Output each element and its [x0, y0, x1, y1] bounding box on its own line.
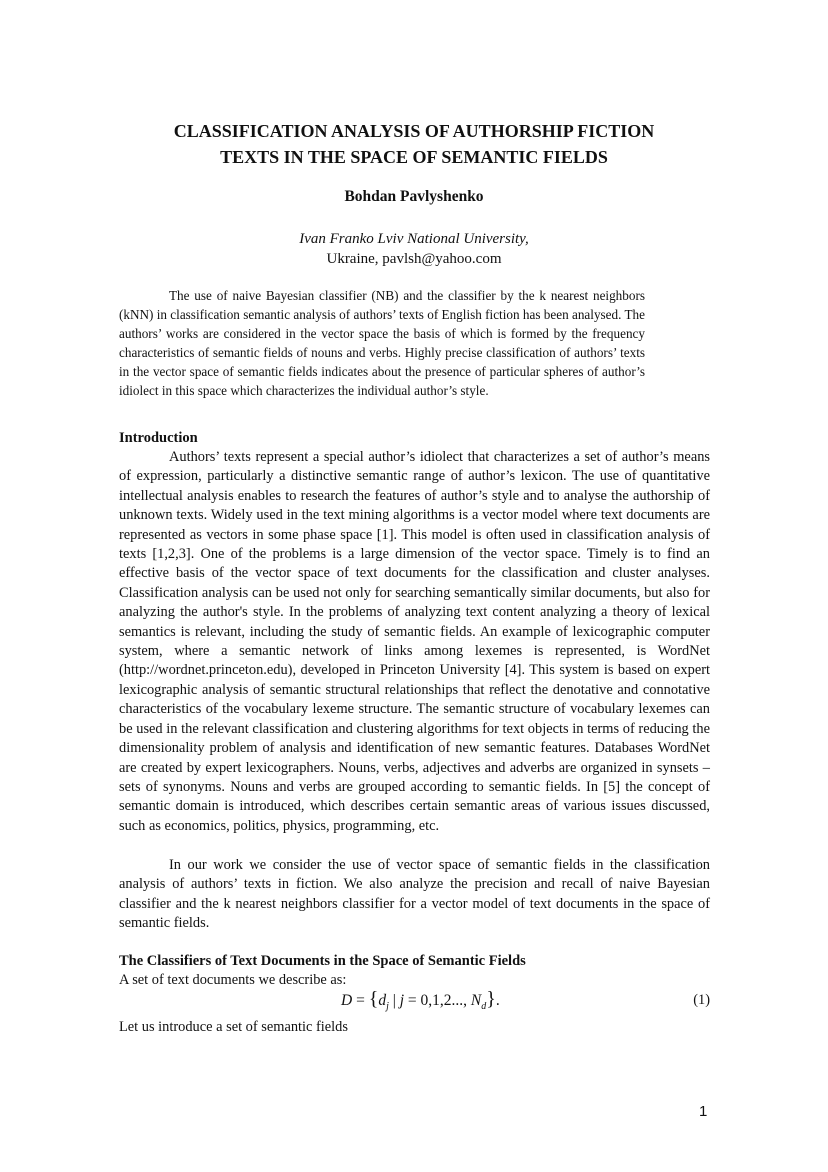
affiliation-location: Ukraine, pavlsh@yahoo.com — [326, 251, 502, 267]
section-2-after-equation: Let us introduce a set of semantic fields — [119, 1019, 348, 1035]
paper-title — [0, 118, 828, 170]
affiliation-institution: Ivan Franko Lviv National University, — [299, 231, 529, 247]
section-2-lead-text: A set of text documents we describe as: — [119, 972, 347, 988]
author-name: Bohdan Pavlyshenko — [344, 188, 484, 205]
section-2-heading: The Classifiers of Text Documents in the Space of Semantic Fields — [119, 953, 526, 969]
affiliation-block — [0, 229, 828, 269]
introduction-heading: Introduction — [119, 430, 198, 446]
abstract: The use of naive Bayesian classifier (NB) and the classifier by the k nearest neighbors (kNN) in classification semantic analysis of authors’ texts of English fiction has been analysed. The authors’ works are considered in the vector space the basis of which is formed by the frequency characteristics of semantic fields of nouns and verbs. Highly precise classification of authors’ texts in the vector space of semantic fields indicates about the presence of particular spheres of author’s idiolect in this space which characterizes the individual author’s style. — [119, 288, 645, 398]
equation-number: (1) — [693, 992, 710, 1008]
equation-formula: $D = \{d_j$ | j = 0,1,2..., $N_d$}. — [341, 988, 500, 1013]
equation-1 — [119, 986, 710, 1016]
introduction-paragraph-1: Authors’ texts represent a special author’s idiolect that characterizes a set of author’s means of expression, particularly a distinctive semantic range of author’s lexicon. The use of quantitative intellectual analysis enables to research the features of author’s style and to analyse the authorship of unknown texts. Widely used in the text mining algorithms is a vector model where text documents are represented as vectors in some phase space [1]. This model is often used in classification analysis of texts [1,2,3]. One of the problems is a large dimension of the vector space. Timely is to find an effective basis of the vector space of text documents for the classification and cluster analyses. Classification analysis can be used not only for searching semantically similar documents, but also for analyzing the author's style. In the problems of analyzing text content analyzing a theory of lexical semantics is relevant, including the study of semantic fields. An example of lexicographic computer system, where a semantic network of links among lexemes is represented, is WordNet (http://wordnet.princeton.edu), developed in Princeton University [4]. This system is based on expert lexicographic analysis of semantic structural relationships that reflect the denotative and connotative characteristics of the vocabulary lexeme structure. The semantic structure of vocabulary lexemes can be used in the relevant classification and clustering algorithms for text objects in terms of reducing the dimensionality problem of analysis and identification of new semantic features. Databases WordNet are created by expert lexicographers. Nouns, verbs, adjectives and adverbs are organized in synsets – sets of synonyms. Nouns and verbs are grouped according to semantic fields. In [5] the concept of semantic domain is introduced, which describes certain semantic areas of various issues discussed, such as economics, politics, physics, programming, etc. — [119, 449, 710, 834]
title-line-2: TEXTS IN THE SPACE OF SEMANTIC FIELDS — [220, 147, 608, 167]
page-number: 1 — [699, 1103, 708, 1120]
title-line-1: CLASSIFICATION ANALYSIS OF AUTHORSHIP FICTION — [173, 121, 655, 141]
introduction-paragraph-2: In our work we consider the use of vector space of semantic fields in the classification analysis of authors’ texts in fiction. We also analyze the precision and recall of naive Bayesian classifier and the k nearest neighbors classifier for a vector model of text documents in the space of semantic fields. — [119, 857, 710, 932]
